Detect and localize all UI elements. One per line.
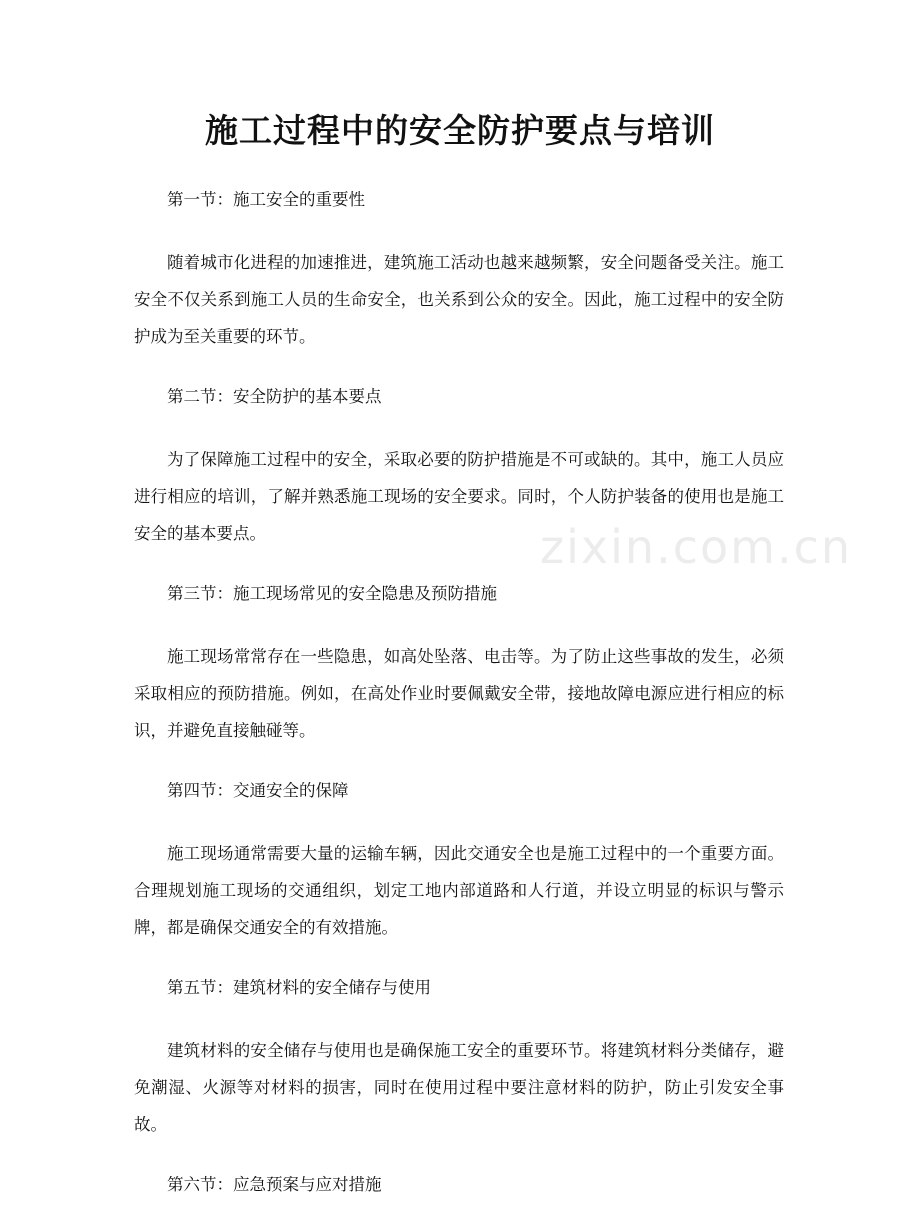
section-heading-3: 第三节：施工现场常见的安全隐患及预防措施 — [167, 584, 497, 603]
section-heading-2: 第二节：安全防护的基本要点 — [167, 387, 382, 406]
section-heading-1: 第一节：施工安全的重要性 — [167, 190, 365, 209]
document-title: 施工过程中的安全防护要点与培训 — [205, 111, 715, 150]
section-paragraph-5: 建筑材料的安全储存与使用也是确保施工安全的重要环节。将建筑材料分类储存，避免潮湿、火源等对材料的损害，同时在使用过程中要注意材料的防护，防止引发安全事故。 — [134, 1041, 784, 1134]
section-heading-5: 第五节：建筑材料的安全储存与使用 — [167, 978, 431, 997]
section-paragraph-2: 为了保障施工过程中的安全，采取必要的防护措施是不可或缺的。其中，施工人员应进行相应的培训，了解并熟悉施工现场的安全要求。同时，个人防护装备的使用也是施工安全的基本要点。 — [134, 450, 784, 543]
document-body — [134, 183, 784, 1229]
watermark: zixin.com.cn — [540, 520, 853, 574]
section-paragraph-1: 随着城市化进程的加速推进，建筑施工活动也越来越频繁，安全问题备受关注。施工安全不仅关系到施工人员的生命安全，也关系到公众的安全。因此，施工过程中的安全防护成为至关重要的环节。 — [134, 253, 784, 346]
section-paragraph-4: 施工现场通常需要大量的运输车辆，因此交通安全也是施工过程中的一个重要方面。合理规划施工现场的交通组织，划定工地内部道路和人行道，并设立明显的标识与警示牌，都是确保交通安全的有效措施。 — [134, 844, 784, 937]
section-heading-4: 第四节：交通安全的保障 — [167, 781, 349, 800]
section-heading-6: 第六节：应急预案与应对措施 — [167, 1175, 382, 1194]
section-paragraph-3: 施工现场常常存在一些隐患，如高处坠落、电击等。为了防止这些事故的发生，必须采取相应的预防措施。例如，在高处作业时要佩戴安全带，接地故障电源应进行相应的标识，并避免直接触碰等。 — [134, 647, 784, 740]
